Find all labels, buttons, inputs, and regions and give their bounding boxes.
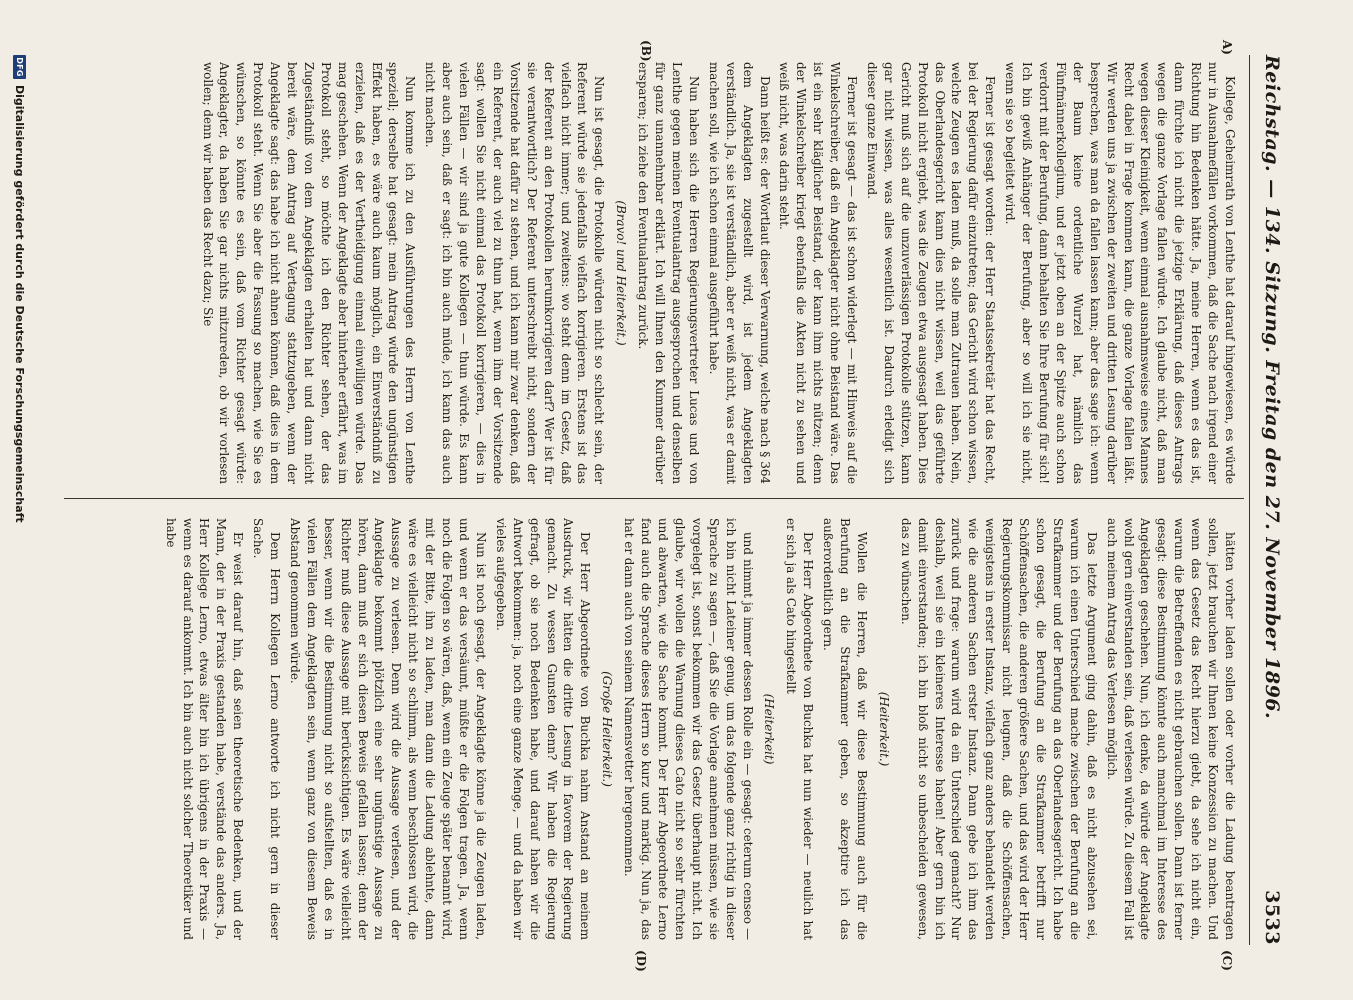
paragraph: Der Herr Abgeordnete von Buchka hat nun wieder — neulich hat er sich ja als Cato hingestellt — [784, 518, 816, 940]
digitization-footer — [10, 55, 30, 945]
stage-direction: (Bravo! und Heiterkeit.) — [614, 200, 629, 346]
paragraph: Dem Herrn Kollegen Lerno antworte ich nicht gern in dieser Sache. — [251, 518, 283, 940]
paragraph: und nimmt ja immer dessen Rolle ein — gesagt: ceterum censeo — ich bin nicht Lateiner genug, um das folgende ganz richtig in dieser Sprache zu sagen —, daß Sie die Vorlage annehmen müssen, wie sie vorgelegt ist, sonst bekommen wir das Gesetz überhaupt nicht. Ich glaube, wir wollen die Warnung dieses Cato nicht so sehr fürchten und abwarten, wie die Sache kommt. Der Herr Abgeordnete Lerno fand auch die Sprache dieses Herrn so kurz und markig. Nun ja, das hat er dann auch von seinem Namensvetter hergenommen. — [622, 518, 755, 940]
header-rule — [1249, 55, 1250, 945]
paragraph: Kollege, Geheimrath von Lenthe hat darauf hingewiesen, es würde nur in Ausnahmefällen vorkommen, daß die Sache nach irgend einer Richtung hin Bedenken hätte. Ja, meine Herren, wenn es das ist, dann fürchte ich nicht die jetzige Erklärung, daß dieses Antrags wegen die ganze Vorlage fallen würde. Ich glaube nicht, daß man wegen dieser Kleinigkeit, wenn einmal ausnahmsweise eines Mannes Recht dabei in Frage kommen kann, die ganze Vorlage fallen läßt. Wir werden uns ja zwischen der zweiten und dritten Lesung darüber besprechen, was man da fallen lassen kann; aber das sage ich: wenn der Baum keine ordentliche Wurzel hat, nämlich das Fünfmännerkollegium, und er jetzt oben an der Spitze auch schon verdorrt mit der Berufung, dann behalten Sie Ihre Berufung für sich! Ich bin gewiß Anhänger der Berufung, aber so will ich sie nicht, wenn sie so begleitet wird. — [1003, 62, 1237, 484]
paragraph: Er weist darauf hin, daß seien theoretische Bedenken, und der Mann, der in der Praxis gestanden habe, verstände das anders. Ja, Herr Kollege Lerno, etwas älter bin ich übrigens in der Praxis — wenn es darauf ankommt. Ich bin auch nicht solcher Theoretiker und habe — [163, 518, 246, 940]
paragraph: hätten vorher laden sollen oder vorher die Ladung beantragen sollen, jetzt brauchen wir Ihnen keine Konzession zu machen. Und wenn das Gesetz das Recht hierzu giebt, da sehe ich nicht ein, warum die Betreffenden es nicht gebrauchen sollen. Dann ist ferner gesagt: diese Bestimmung könnte auch manchmal im Interesse des Angeklagten geschehen. Nun, ich denke, da würde der Angeklagte wohl gern einverstanden sein, daß verlesen würde. Zu diesem Fall ist auch meinem Antrag das Verlesen möglich. — [1104, 518, 1237, 940]
page-number: 3533 — [1261, 890, 1283, 945]
right-column — [58, 518, 1238, 940]
paragraph: Ferner ist gesagt worden: der Herr Staatssekretär hat das Recht, bei der Regierung dafür einzutreten; das Gericht wird schon wissen, welche Zeugen es laden muß, da solle man Zutrauen haben. Nein, das Oberlandesgericht kann dies nicht wissen, weil das geführte Protokoll nicht ergiebt, was die Zeugen etwa ausgesagt haben. Dies Gericht muß sich auf die unzuverlässigen Protokolle stützen, kann gar nicht wissen, was alles wesentlich ist. Dadurch erledigt sich dieser ganze Einwand. — [864, 62, 998, 484]
paragraph: Nun haben sich die Herren Regierungsvertreter Lucas und von Lenthe gegen meinen Eventualantrag ausgesprochen und denselben für ganz unannehmbar erklärt. Ich will Ihnen den Kummer darüber ersparen; ich ziehe den Eventualantrag zurück. — [636, 62, 701, 484]
paragraph: Nun komme ich zu den Ausführungen des Herrn von Lenthe speziell; derselbe hat gesagt: mein Antrag würde den ungünstigen Effekt haben, es wäre auch kaum möglich, ein Einverständniß zu erzielen, daß es der Vertheidigung einmal einwilligen würde. Das mag geschehen. Wenn der Angeklagte aber hinterher erfährt, was im Protokoll steht, so möchte ich den Richter sehen, der das Zugeständniß von dem Angeklagten erhalten hat und dann nicht bereit wäre, dem Antrag auf Vertagung stattzugeben, wenn der Angeklagte sagt: das habe ich nicht ahnen können, daß dies in dem Protokoll steht. Wenn Sie aber die Fassung so machen, wie Sie es wünschen, so könnte es sein, daß vom Richter gesagt würde: Angeklagter, da haben Sie gar nichts mitzureden, ob wir vorlesen wollen; denn wir haben das Recht dazu; Sie — [200, 62, 418, 484]
paragraph: Der Herr Abgeordnete von Buchka nahm Anstand an meinem Ausdruck, wir hätten die dritte Lesung in favorem der Regierung gemacht. Zu wessen Gunsten denn? Wir haben die Regierung gefragt, ob sie noch Bedenken habe, und darauf haben wir die Antwort bekommen: ja, noch eine ganze Menge, — und da haben wir vieles aufgegeben. — [493, 518, 593, 940]
stage-direction: (Heiterkeit.) — [876, 691, 891, 767]
paragraph: Dann heißt es: der Wortlaut dieser Verwarnung, welche nach § 364 dem Angeklagten zugestellt wird, ist jedem Angeklagten verständlich. Ja, sie ist verständlich, aber er weiß nicht, was er damit machen soll, wie ich schon einmal ausgeführt habe. — [706, 62, 772, 484]
margin-mark-a: A) — [1220, 40, 1234, 55]
dfg-logo-icon: DFG — [14, 55, 27, 79]
paragraph: Nun ist noch gesagt, der Angeklagte könne ja die Zeugen laden, und wenn er das versäumt, müßte er die Folgen tragen. Ja, wenn noch die Folgen so wären, daß, wenn ein Zeuge später benannt wird, mit der Bitte, ihn zu laden, man dann die Ladung ablehnte, dann wäre es vielleicht nicht so schlimm, als wenn beschlossen wird, die Aussage zu verlesen. Denn wird die Aussage verlesen, und der Angeklagte bekommt plötzlich eine sehr ungünstige Aussage zu hören, dann muß er sich diesen Beweis gefallen lassen; denn der Richter muß diese Aussage mit berücksichtigen. Es wäre vielleicht besser, wenn wir die Bestimmung nicht so aufstellten, daß es in vielen Fällen dem Angeklagten sein, wenn ganz von diesem Beweis Abstand genommen würde. — [287, 518, 488, 940]
margin-mark-c: (C) — [1220, 950, 1234, 971]
running-title: Reichstag. — 134. Sitzung. Freitag den 27. November 1896. — [1261, 55, 1283, 720]
paragraph: Wollen die Herren, daß wir diese Bestimmung auch für die Berufung an die Strafkammer geben, so akzeptire ich das außerordentlich gern. — [821, 518, 869, 940]
stage-direction: (Heiterkeit) — [762, 693, 777, 765]
left-column — [58, 62, 1238, 484]
column-rule — [64, 498, 1244, 499]
stage-direction: (Große Heiterkeit.) — [600, 671, 615, 787]
margin-mark-b: (B) — [639, 40, 653, 62]
paragraph: Ferner ist gesagt — das ist schon widerlegt — mit Hinweis auf die Winkelschreiber, daß ein Angeklagter nicht ohne Beistand wäre. Das ist ein sehr kläglicher Beistand, der kann ihm nichts nützen; denn der Winkelschreiber kriegt ebenfalls die Akten nicht zu sehen und weiß nicht, was darin steht. — [777, 62, 860, 484]
running-header — [1254, 55, 1290, 945]
funding-credit: Digitalisierung gefördert durch die Deutsche Forschungsgemeinschaft — [13, 85, 27, 523]
paragraph: Nun ist gesagt, die Protokolle würden nicht so schlecht sein, der Referent würde sie jedenfalls vielfach korrigieren. Erstens ist das vielfach nicht immer; und zweitens: wo steht denn im Gesetz, daß der Referent an den Protokollen herumkorrigieren darf? Wer ist für sie verantwortlich? Der Referent unterschreibt nicht, sondern der Vorsitzende hat dafür zu stehen, und ich kann mir zwar denken, daß ein Referent, der auch viel zu thun hat, wenn ihm der Vorsitzende sagt: wollen Sie nicht einmal das Protokoll korrigieren, — dies in vielen Fällen — wir sind ja gute Kollegen — thun würde. Es kann aber auch sein, daß er sagt: ich bin auch müde, ich kann das auch nicht machen. — [423, 62, 607, 484]
margin-mark-d: (D) — [634, 950, 648, 972]
paragraph: Das letzte Argument ging dahin, daß es nicht abzusehen sei, warum ich einen Unterschied mache zwischen der Berufung an die Strafkammer und der Berufung an das Oberlandesgericht. Ich habe schon gesagt, die Berufung an die Strafkammer betrifft nur Schöffensachen, die anderen größere Sachen, und das wird der Herr Regierungskommissar nicht leugnen, daß die Schöffensachen, wenigstens in erster Instanz, vielfach ganz anders behandelt werden wie die anderen Sachen erster Instanz. Dann gebe ich ihm das zurück und frage: warum wird da ein Unterschied gemacht? Nur deshalb, weil sie ein kleineres Interesse haben! Aber gern bin ich damit einverstanden; ich bin bloß nicht so unbescheiden gewesen, das zu wünschen. — [898, 518, 1099, 940]
